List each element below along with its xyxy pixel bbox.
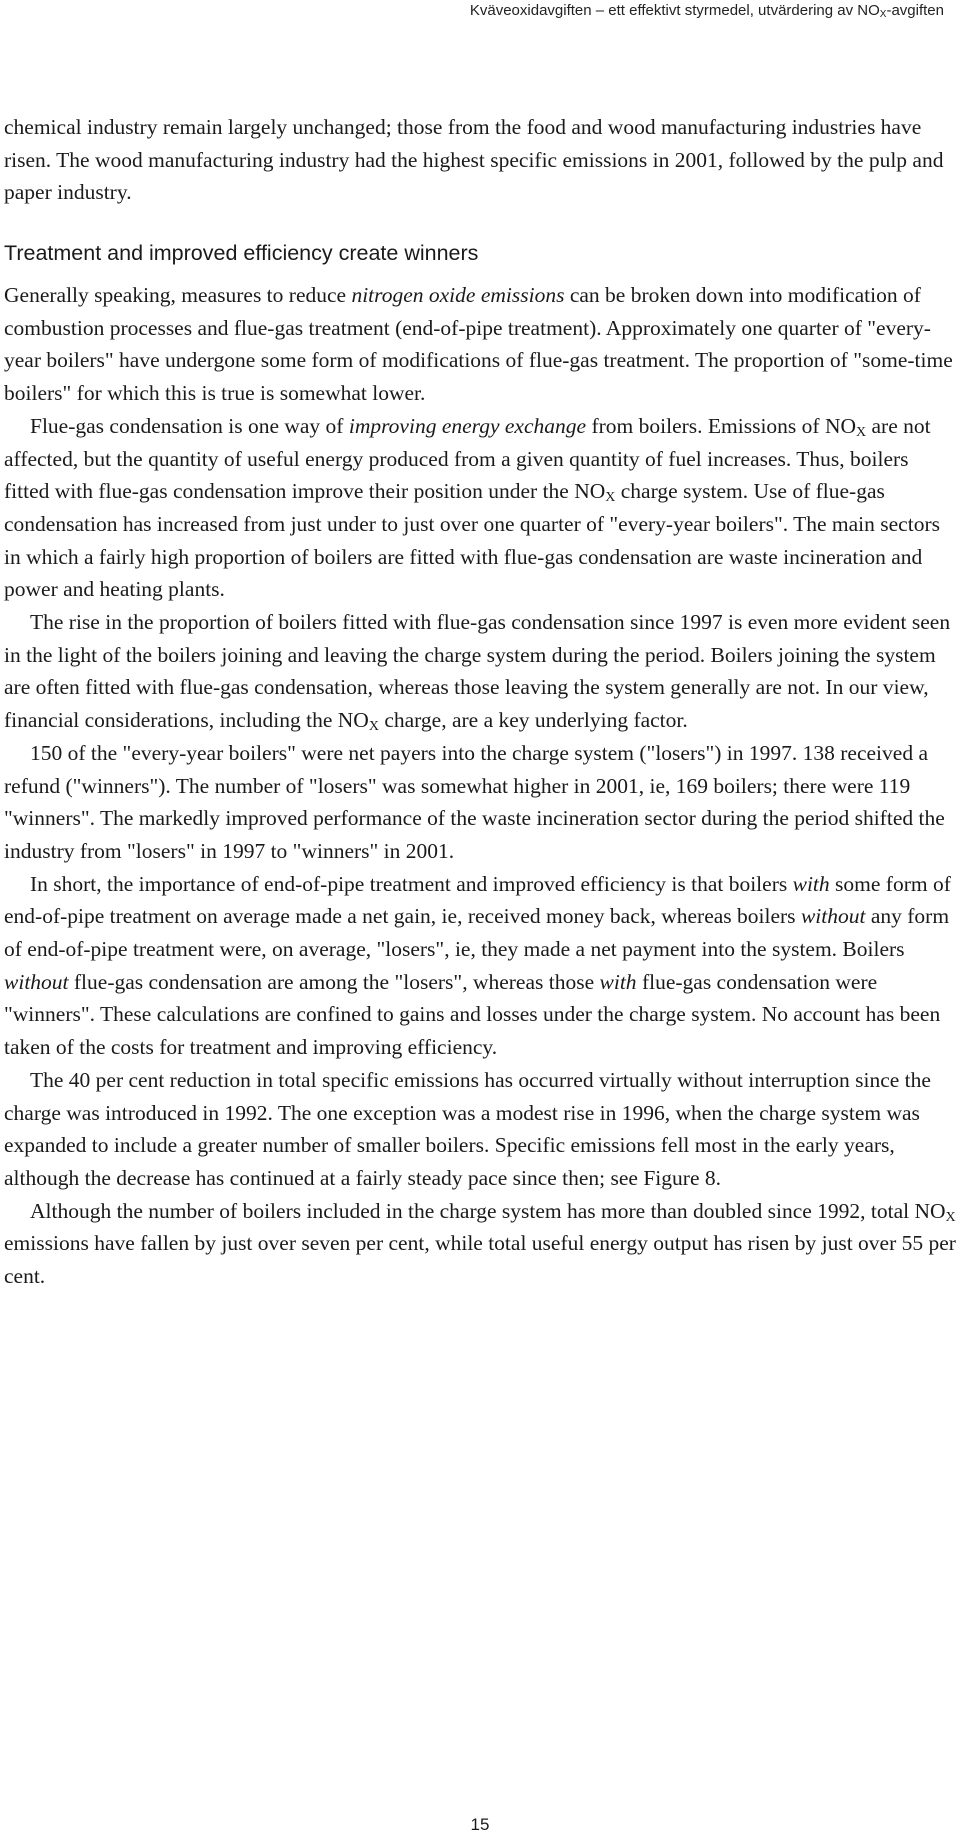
subscript: X (856, 424, 867, 440)
text-run: Generally speaking, measures to reduce (4, 283, 352, 307)
paragraph-specific-emissions: The 40 per cent reduction in total specific emissions has occurred virtually without interruption since the charge was introduced in 1992. The one exception was a modest rise in 1996, when the charge system was expanded to include a greater number of smaller boilers. Specific emissions fell most in the early years, although the decrease has continued at a fairly steady pace since then; see Figure 8. (4, 1067, 931, 1190)
paragraph-losers-winners: 150 of the "every-year boilers" were net payers into the charge system ("losers") in 1997. 138 received a refund ("winners"). The number of "losers" was somewhat higher in 2001, ie, 169 boilers; there were 119 "winners". The markedly improved performance of the waste incineration sector during the period shifted the industry from "losers" in 1997 to "winners" in 2001. (4, 740, 945, 863)
emphasis: nitrogen oxide emissions (351, 283, 565, 307)
section-heading: Treatment and improved efficiency create winners (4, 241, 479, 265)
emphasis: with (599, 969, 637, 994)
paragraph-in-short (4, 868, 956, 1064)
text-run: any form of end-of-pipe treatment were, on average, "losers", ie, they made a net payment into the system. Boilers (4, 904, 950, 962)
paragraph-flue-gas-condensation (4, 410, 956, 606)
text-run: from boilers. Emissions of NO (586, 413, 857, 438)
subscript: X (945, 1209, 956, 1225)
text-run: Although the number of boilers included in the charge system has more than doubled since 1992, total NO (30, 1198, 946, 1223)
subscript: X (605, 490, 616, 506)
paragraph-rise-in-proportion (4, 606, 956, 737)
emphasis: improving energy exchange (348, 413, 587, 438)
text-run: flue-gas condensation were "winners". These calculations are confined to gains and losses under the charge system. No account has been taken of the costs for treatment and improving efficiency. (4, 969, 941, 1060)
paragraph-measures (4, 279, 956, 410)
text-run: charge system. Use of flue-gas condensation has increased from just under to just over one quarter of "every-year boilers". The main sectors in which a fairly high proportion of boilers are fitted with flue-gas condensation are waste incineration and power and heating plants. (4, 479, 940, 602)
section-body (4, 279, 956, 1293)
paragraph-total-emissions (4, 1195, 956, 1293)
emphasis: with (792, 871, 830, 896)
running-header-tail: -avgiften (886, 2, 944, 19)
running-header-title: Kväveoxidavgiften – ett effektivt styrmedel, utvärdering av NO (469, 2, 880, 19)
text-run: The rise in the proportion of boilers fitted with flue-gas condensation since 1997 is even more evident seen in the light of the boilers joining and leaving the charge system during the period. Boilers joining the system are often fitted with flue-gas condensation, whereas those leaving the system generally are not. In our view, financial considerations, including the NO (4, 610, 951, 733)
text-run: can be broken down into modification of combustion processes and flue-gas treatment (end-of-pipe treatment). Approximately one quarter of "every-year boilers" have undergone some form of modifications of flue-gas treatment. The proportion of "some-time boilers" for which this is true is somewhat lower. (4, 283, 953, 406)
text-run: are not affected, but the quantity of useful energy produced from a given quantity of fuel increases. Thus, boilers fitted with flue-gas condensation improve their position under the NO (4, 413, 931, 504)
intro-paragraph: chemical industry remain largely unchanged; those from the food and wood manufacturing industries have risen. The wood manufacturing industry had the highest specific emissions in 2001, followed by the pulp and paper industry. (4, 115, 944, 205)
subscript: X (368, 719, 379, 735)
running-header (470, 2, 944, 19)
text-run: flue-gas condensation are among the "losers", whereas those (68, 969, 600, 994)
running-header-subscript: X (879, 9, 887, 20)
emphasis: without (4, 969, 69, 994)
text-run: Flue-gas condensation is one way of (30, 413, 349, 438)
emphasis: without (800, 904, 866, 929)
text-run: some form of end-of-pipe treatment on average made a net gain, ie, received money back, whereas boilers (4, 871, 951, 929)
text-run: In short, the importance of end-of-pipe treatment and improved efficiency is that boilers (30, 871, 793, 896)
page-number: 15 (470, 1815, 490, 1834)
text-run: charge, are a key underlying factor. (378, 708, 688, 733)
text-run: emissions have fallen by just over seven per cent, while total useful energy output has risen by just over 55 per cent. (4, 1231, 956, 1289)
intro-text (4, 111, 956, 209)
